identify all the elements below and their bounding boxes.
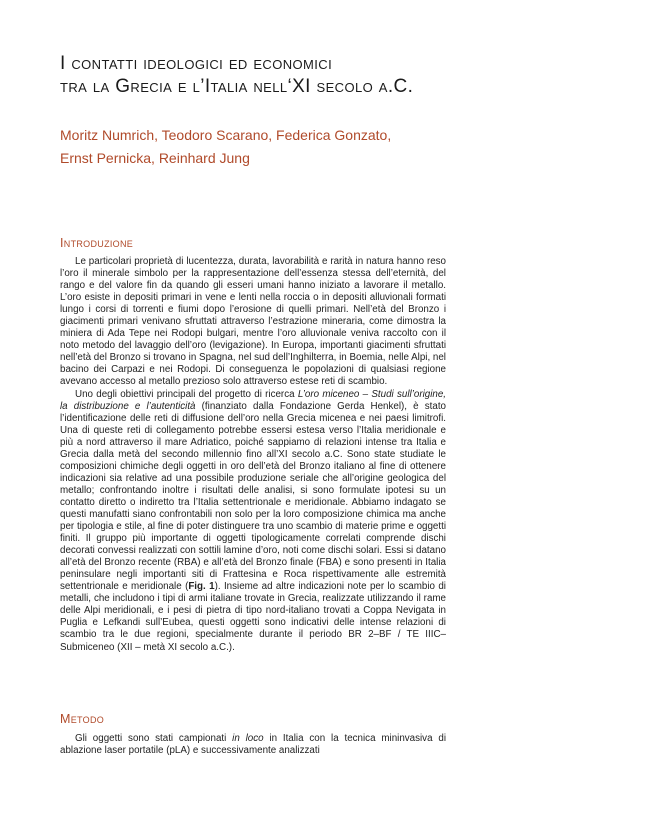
paper-title <box>60 52 620 98</box>
in-loco-phrase: in loco <box>232 733 264 744</box>
title-line-2: tra la Grecia e l’Italia nell‘XI secolo a.C. <box>60 76 414 97</box>
paragraph-2-text-b: (finanziato dalla Fondazione Gerda Henkel), è stato l’identificazione delle reti di diffusione dell’oro nella Grecia micenea e nei paesi limitrofi. Una di queste reti di collegamento potrebbe essersi estesa verso l’Italia meridionale e più a nord attraverso il mare Adriatico, poiché sappiamo di relazioni intense tra Italia e Grecia dalla metà del secondo millennio fino all’XI secolo a.C. Sono state studiate le composizioni chimiche degli oggetti in oro dell’età del Bronzo italiano al fine di ottenere indicazioni sia relative ad una possibile produzione seriale che all’origine geologica del metallo; confrontando inoltre i risultati delle analisi, si sono formulate ipotesi su un contatto diretto o indiretto tra l’Italia settentrionale e meridionale. Abbiamo indagato se questi manufatti siano confrontabili non solo per la loro composizione chimica ma anche per tipologia e stile, al fine di poter distinguere tra uno scambio di materie prime e oggetti finiti. Il gruppo più importante di oggetti tipologicamente correlati comprende dischi decorati convessi realizzati con sottili lamine d’oro, noti come dischi solari. Essi si datano all’età del Bronzo recente (RBA) e all’età del Bronzo finale (FBA) e sono presenti in Italia peninsulare negli importanti siti di Frattesina e Roca rispettivamente alle estremità settentrionale e meridionale ( <box>60 400 446 593</box>
method-body <box>60 733 446 757</box>
paragraph-1: Le particolari proprietà di lucentezza, durata, lavorabilità e rarità in natura hanno reso l’oro il minerale simbolo per la rappresentazione dell’essenza stessa dell’eternità, del rango e del valore fin da quando gli esseri umani hanno iniziato a lavorare il metallo. L’oro esiste in depositi primari in vene e lenti nella roccia o in depositi alluvionali formati lungo i corsi di torrenti e fiumi dopo l’erosione di quelli primari. Nell’età del Bronzo i giacimenti primari venivano sfruttati attraverso l’estrazione mineraria, come dimostra la miniera di Ada Tepe nei Rodopi bulgari, mentre l’oro alluvionale veniva raccolto con il noto metodo del lavaggio dell’oro (levigazione). In Europa, importanti giacimenti sfruttati nell’età del Bronzo si trovano in Spagna, nel sud dell’Inghilterra, in Boemia, nelle Alpi, nel bacino dei Carpazi e nei Rodopi. Di conseguenza le popolazioni di qualsiasi regione avevano accesso al metallo prezioso solo attraverso estese reti di scambio. <box>60 256 446 388</box>
authors-line-2: Ernst Pernicka, Reinhard Jung <box>60 150 250 166</box>
paragraph-3-text-a: Gli oggetti sono stati campionati <box>75 733 233 744</box>
paragraph-3-text-b: in Italia con la tecnica mininvasiva di ablazione laser portatile (pLA) e successivamente analizzati <box>60 733 446 757</box>
paragraph-2-text-c: ). Insieme ad altre indicazioni note per lo scambio di metalli, che includono i tipi di armi italiane trovate in Grecia, realizzate utilizzando il rame delle Alpi meridionali, e i pesi di pietra di tipo nord-italiano trovati a Coppa Nevigata in Puglia e Lefkandi sull’Eubea, questi oggetti sono indicativi delle intense relazioni di scambio tra le due regioni, specialmente durante il periodo BR 2–BF / TE IIIC–Submiceneo (XII – metà XI secolo a.C.). <box>60 581 446 653</box>
authors-line-1: Moritz Numrich, Teodoro Scarano, Federica Gonzato, <box>60 127 392 143</box>
intro-body <box>60 256 446 654</box>
paragraph-3 <box>60 733 446 757</box>
section-heading-introduzione: Introduzione <box>60 236 134 250</box>
title-line-1: I contatti ideologici ed economici <box>60 53 333 74</box>
figure-reference: Fig. 1 <box>188 581 215 593</box>
paragraph-2 <box>60 389 446 654</box>
section-heading-metodo: Metodo <box>60 712 105 726</box>
project-title: L’oro miceneo – Studi sull’origine, la distribuzione e l’autenticità <box>60 388 447 412</box>
paragraph-2-text-a: Uno degli obiettivi principali del progetto di ricerca <box>75 388 298 400</box>
author-list <box>60 124 580 170</box>
